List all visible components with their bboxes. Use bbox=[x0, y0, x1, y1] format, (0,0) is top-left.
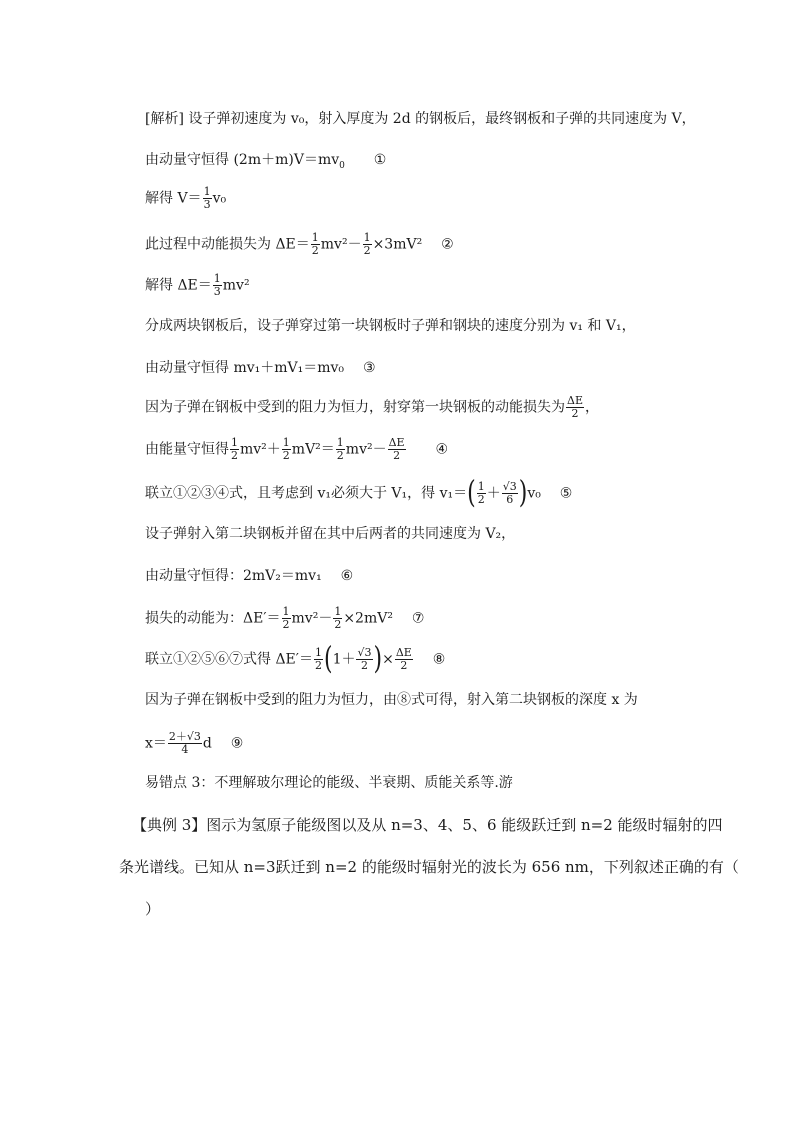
first-plate-loss bbox=[145, 395, 599, 420]
sym: d bbox=[202, 735, 212, 752]
eq-marker: ⑦ bbox=[411, 610, 425, 627]
fraction bbox=[388, 437, 406, 462]
den: 4 bbox=[181, 743, 189, 756]
num: √3 bbox=[502, 480, 517, 493]
analysis-line-1: [解析] 设子弹初速度为 v₀，射入厚度为 2d 的钢板后，最终钢板和子弹的共同速度为 V， bbox=[145, 111, 696, 127]
fraction bbox=[477, 481, 486, 506]
momentum-eq-3 bbox=[145, 566, 353, 586]
sym: ×2mV² bbox=[343, 610, 393, 627]
fraction bbox=[282, 606, 291, 631]
fraction bbox=[230, 437, 239, 462]
num: 1 bbox=[336, 436, 344, 449]
fraction bbox=[395, 647, 413, 672]
eq-text: 损失的动能为：ΔE′＝ bbox=[145, 610, 281, 627]
num: 1 bbox=[311, 231, 319, 244]
num: 1 bbox=[314, 646, 322, 659]
sym: × bbox=[382, 651, 394, 668]
sym: ＝ bbox=[320, 441, 335, 458]
sym: － bbox=[318, 610, 333, 627]
eq-text: 解得 ΔE＝ bbox=[145, 277, 212, 294]
fraction bbox=[566, 395, 584, 420]
eq-marker: ⑧ bbox=[432, 651, 446, 668]
solve-v bbox=[145, 186, 226, 211]
example-3-line-2: 条光谱线。已知从 n=3跃迁到 n=2 的能级时辐射光的波长为 656 nm，下列叙述正确的有（ bbox=[119, 858, 739, 876]
sym: ＋ bbox=[266, 441, 281, 458]
eq-marker: ⑥ bbox=[340, 568, 354, 584]
eq-marker: ② bbox=[441, 236, 454, 253]
eq-text: 因为子弹在钢板中受到的阻力为恒力，射穿第一块钢板的动能损失为 bbox=[145, 399, 565, 416]
fraction bbox=[363, 232, 372, 257]
den: 2 bbox=[231, 449, 238, 462]
energy-loss-eq bbox=[145, 232, 454, 257]
analysis-line-11: 设子弹射入第二块钢板并留在其中后两者的共同速度为 V₂， bbox=[145, 526, 516, 542]
eq-text: x＝ bbox=[145, 735, 167, 752]
den: 2 bbox=[314, 659, 322, 672]
den: 3 bbox=[203, 198, 211, 211]
eq-text: 此过程中动能损失为 ΔE＝ bbox=[145, 236, 310, 253]
den: 2 bbox=[311, 244, 319, 257]
eq-text: 由动量守恒得 mv₁＋mV₁＝mv₀ bbox=[145, 360, 345, 376]
eq-text: 解得 V＝ bbox=[145, 190, 202, 207]
den: 2 bbox=[360, 659, 368, 672]
sub: 0 bbox=[339, 160, 345, 171]
loss-dE-prime bbox=[145, 606, 424, 631]
num: 1 bbox=[363, 231, 371, 244]
eq-text: 联立①②③④式，且考虑到 v₁必须大于 V₁，得 v₁＝ bbox=[145, 485, 468, 502]
fraction bbox=[314, 647, 323, 672]
combine-dE-prime bbox=[145, 641, 446, 677]
sym: － bbox=[372, 441, 387, 458]
combine-v1 bbox=[145, 475, 573, 511]
den: 2 bbox=[334, 618, 342, 631]
momentum-eq-1 bbox=[145, 150, 386, 176]
paren: ( bbox=[323, 641, 333, 677]
num: ΔE bbox=[567, 394, 583, 407]
sym: v₀ bbox=[527, 485, 541, 502]
eq-text: 由动量守恒得：2mV₂＝mv₁ bbox=[145, 568, 322, 584]
sym: mv² bbox=[222, 277, 250, 294]
example-3-line-1: 【典例 3】图示为氢原子能级图以及从 n=3、4、5、6 能级跃迁到 n=2 能级时辐射的四 bbox=[132, 816, 723, 834]
eq-text: 联立①②⑤⑥⑦式得 ΔE′＝ bbox=[145, 651, 313, 668]
depth-x bbox=[145, 731, 243, 756]
eq-marker: ⑤ bbox=[559, 485, 573, 502]
eq-text: 由能量守恒得 bbox=[145, 441, 229, 458]
momentum-eq-2 bbox=[145, 358, 376, 378]
eq-marker: ⑨ bbox=[230, 735, 244, 752]
eq-marker: ③ bbox=[362, 360, 376, 376]
fraction bbox=[356, 647, 372, 672]
solve-dE bbox=[145, 273, 250, 298]
num: 1 bbox=[203, 185, 211, 198]
den: 2 bbox=[477, 493, 485, 506]
fraction bbox=[336, 437, 345, 462]
den: 2 bbox=[282, 618, 290, 631]
fraction bbox=[213, 273, 222, 298]
sym: mv² bbox=[345, 441, 373, 458]
num: ΔE bbox=[395, 646, 412, 659]
den: 3 bbox=[213, 285, 221, 298]
sym: ×3mV² bbox=[372, 236, 423, 253]
fraction bbox=[333, 606, 342, 631]
analysis-line-15: 因为子弹在钢板中受到的阻力为恒力，由⑧式可得，射入第二块钢板的深度 x 为 bbox=[145, 692, 638, 708]
sym: ＋ bbox=[486, 485, 501, 502]
den: 6 bbox=[506, 493, 514, 506]
sym: v₀ bbox=[212, 190, 227, 207]
fraction bbox=[282, 437, 291, 462]
paren: ) bbox=[373, 641, 383, 677]
fraction bbox=[502, 481, 518, 506]
sym: － bbox=[347, 236, 362, 253]
fraction bbox=[168, 731, 202, 756]
paren: ( bbox=[467, 475, 476, 511]
eq-text: 由动量守恒得 (2m＋m)V＝mv bbox=[145, 152, 340, 168]
den: 2 bbox=[363, 244, 371, 257]
sym: mv² bbox=[320, 236, 348, 253]
energy-eq bbox=[145, 437, 448, 462]
sym: mv² bbox=[291, 610, 319, 627]
num: ΔE bbox=[388, 436, 405, 449]
num: 1 bbox=[231, 436, 238, 449]
num: 1 bbox=[334, 605, 342, 618]
sym: mV² bbox=[291, 441, 321, 458]
error-point-heading: 易错点 3：不理解玻尔理论的能级、半衰期、质能关系等.游 bbox=[145, 775, 513, 791]
fraction bbox=[311, 232, 320, 257]
sym: mv² bbox=[240, 441, 267, 458]
den: 2 bbox=[400, 659, 408, 672]
den: 2 bbox=[571, 407, 579, 420]
sym: 1＋ bbox=[332, 651, 356, 668]
eq-marker: ④ bbox=[435, 441, 449, 458]
analysis-line-6: 分成两块钢板后，设子弹穿过第一块钢板时子弹和钢块的速度分别为 v₁ 和 V₁， bbox=[145, 318, 636, 334]
den: 2 bbox=[282, 449, 290, 462]
num: 1 bbox=[213, 272, 221, 285]
num: 1 bbox=[282, 436, 290, 449]
example-3-line-3: ） bbox=[145, 900, 161, 918]
paren: ) bbox=[518, 475, 528, 511]
num: √3 bbox=[357, 646, 372, 659]
fraction bbox=[203, 186, 212, 211]
den: 2 bbox=[393, 449, 401, 462]
sym: ， bbox=[584, 399, 599, 416]
den: 2 bbox=[336, 449, 344, 462]
eq-marker: ① bbox=[373, 152, 387, 168]
num: 1 bbox=[282, 605, 290, 618]
num: 2＋√3 bbox=[168, 730, 201, 743]
num: 1 bbox=[477, 480, 485, 493]
